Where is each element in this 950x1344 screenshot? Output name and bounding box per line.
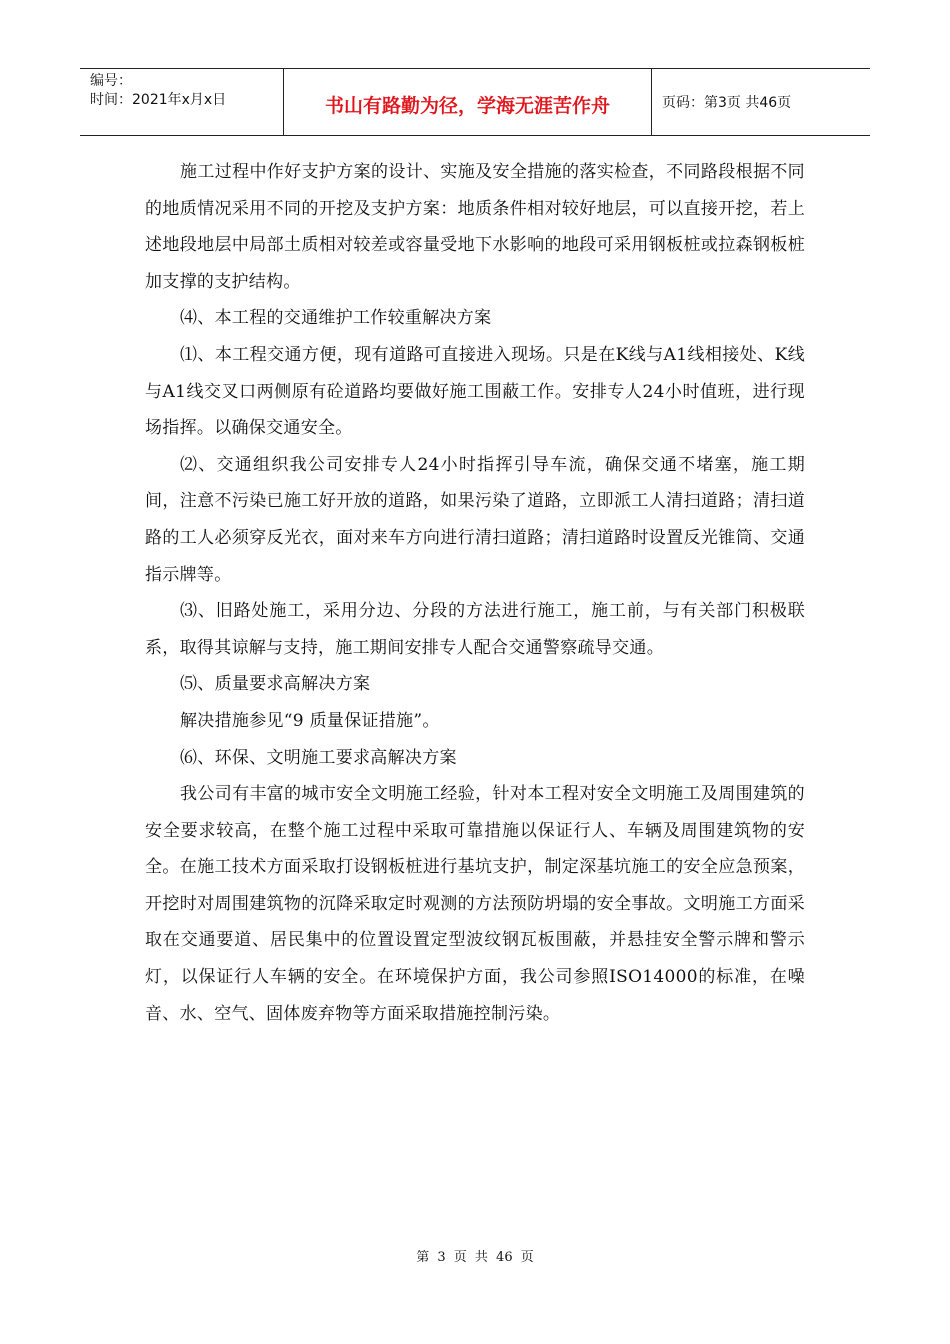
header-page-info: 页码：第3页 共46页	[662, 95, 792, 111]
paragraph: 解决措施参见“9 质量保证措施”。	[180, 710, 440, 731]
document-time-label: 时间：2021年x月x日	[90, 92, 227, 108]
header-meta-cell	[80, 69, 284, 135]
document-body	[145, 154, 805, 1032]
paragraph: ⑴、本工程交通方便，现有道路可直接进入现场。只是在K线与A1线相接处、K线与A1线交叉口两侧原有砼道路均要做好施工围蔽工作。安排专人24小时值班，进行现场指挥。以确保交通安全。	[145, 344, 805, 439]
document-header	[80, 68, 870, 136]
section-heading: ⑷、本工程的交通维护工作较重解决方案	[180, 308, 492, 329]
section-heading: ⑸、质量要求高解决方案	[180, 674, 371, 695]
paragraph: ⑶、旧路处施工，采用分边、分段的方法进行施工，施工前，与有关部门积极联系，取得其谅解与支持，施工期间安排专人配合交通警察疏导交通。	[145, 601, 805, 658]
header-motto: 书山有路勤为径，学海无涯苦作舟	[284, 69, 652, 135]
page-footer: 第 3 页 共 46 页	[416, 1250, 534, 1265]
paragraph: 施工过程中作好支护方案的设计、实施及安全措施的落实检查，不同路段根据不同的地质情况采用不同的开挖及支护方案：地质条件相对较好地层，可以直接开挖，若上述地段地层中局部土质相对较差或容量受地下水影响的地段可采用钢板桩或拉森钢板桩加支撑的支护结构。	[145, 162, 805, 292]
document-number-label: 编号：	[90, 73, 132, 89]
paragraph: 我公司有丰富的城市安全文明施工经验，针对本工程对安全文明施工及周围建筑的安全要求较高，在整个施工过程中采取可靠措施以保证行人、车辆及周围建筑物的安全。在施工技术方面采取打设钢板桩进行基坑支护，制定深基坑施工的安全应急预案，开挖时对周围建筑物的沉降采取定时观测的方法预防坍塌的安全事故。文明施工方面采取在交通要道、居民集中的位置设置定型波纹钢瓦板围蔽，并悬挂安全警示牌和警示灯，以保证行人车辆的安全。在环境保护方面，我公司参照ISO14000的标准，在噪音、水、空气、固体废弃物等方面采取措施控制污染。	[145, 784, 805, 1024]
section-heading: ⑹、环保、文明施工要求高解决方案	[180, 747, 457, 768]
paragraph: ⑵、交通组织我公司安排专人24小时指挥引导车流，确保交通不堵塞，施工期间，注意不污染已施工好开放的道路，如果污染了道路，立即派工人清扫道路；清扫道路的工人必须穿反光衣，面对来车方向进行清扫道路；清扫道路时设置反光锥筒、交通指示牌等。	[145, 454, 805, 585]
